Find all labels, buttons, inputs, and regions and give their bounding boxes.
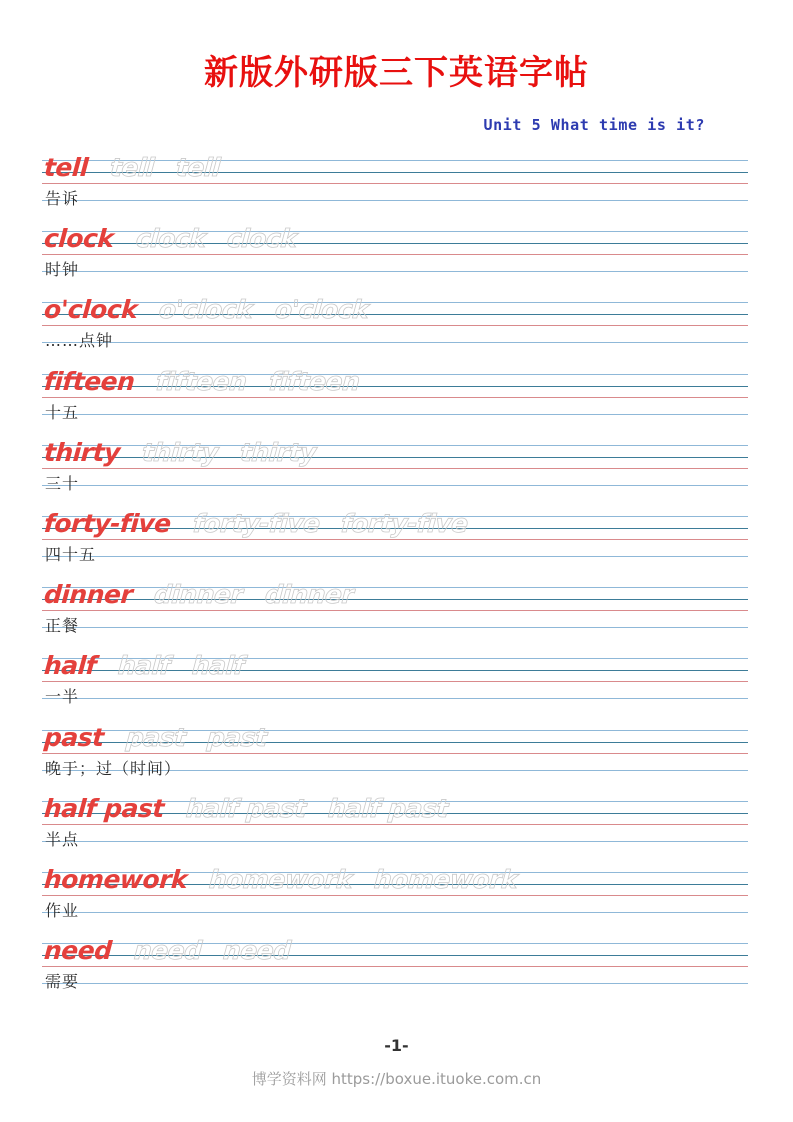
word-strip [44, 789, 448, 829]
model-word: homework [43, 864, 189, 894]
practice-row [42, 152, 748, 223]
chinese-gloss: 作业 [45, 900, 80, 920]
practice-row [42, 223, 748, 294]
ruling-line-bottom [42, 627, 748, 628]
ruling-line-bottom [42, 556, 748, 557]
model-word: tell [43, 153, 90, 182]
ruling-line-bottom [42, 983, 748, 984]
chinese-gloss: 正餐 [45, 616, 80, 636]
trace-word-1: fifteen [155, 366, 249, 396]
word-strip [44, 362, 359, 402]
chinese-gloss: ……点钟 [45, 331, 114, 351]
chinese-gloss: 一半 [45, 687, 80, 707]
trace-word-1: thirty [140, 437, 219, 467]
model-word: o'clock [43, 295, 139, 325]
model-word: fifteen [43, 366, 136, 396]
trace-word-2: need [222, 936, 292, 966]
model-word: clock [43, 224, 115, 254]
practice-row [42, 437, 748, 508]
model-word: half [43, 651, 98, 681]
ruling-line-bottom [42, 342, 748, 343]
chinese-gloss: 半点 [45, 829, 80, 849]
model-word: thirty [43, 437, 121, 467]
model-word: dinner [43, 580, 134, 610]
ruling-line-bottom [42, 841, 748, 842]
trace-word-1: past [124, 722, 187, 752]
ruling-line-bottom [42, 912, 748, 913]
trace-word-2: half past [326, 793, 449, 823]
model-word: half past [43, 793, 165, 823]
word-strip [44, 575, 353, 615]
chinese-gloss: 需要 [45, 972, 80, 992]
unit-subtitle: Unit 5 What time is it? [483, 116, 705, 134]
ruling-line-bottom [42, 485, 748, 486]
ruling-line-bottom [42, 698, 748, 699]
trace-word-2: tell [175, 153, 222, 182]
trace-word-2: dinner [263, 580, 355, 610]
ruling-line-bottom [42, 200, 748, 201]
model-word: past [43, 722, 105, 752]
model-word: need [43, 936, 113, 966]
practice-row [42, 722, 748, 793]
word-strip [44, 860, 518, 900]
word-strip [44, 718, 267, 758]
trace-word-2: forty-five [340, 508, 470, 538]
trace-word-2: thirty [238, 437, 317, 467]
practice-row [42, 366, 748, 437]
chinese-gloss: 三十 [45, 473, 80, 493]
trace-word-2: fifteen [267, 366, 361, 396]
word-strip [44, 504, 468, 544]
word-strip [44, 148, 220, 188]
site-watermark: 博学资料网 https://boxue.ituoke.com.cn [251, 1070, 542, 1088]
trace-word-1: need [132, 936, 203, 966]
word-strip [44, 290, 368, 330]
practice-row [42, 294, 748, 365]
trace-word-1: clock [134, 224, 207, 254]
trace-word-1: o'clock [158, 295, 254, 325]
trace-word-1: half [117, 651, 172, 681]
word-strip [44, 219, 297, 259]
chinese-gloss: 十五 [45, 402, 80, 422]
practice-row [42, 508, 748, 579]
model-word: forty-five [43, 508, 172, 538]
ruling-line-bottom [42, 271, 748, 272]
word-strip [44, 931, 291, 971]
trace-word-1: half past [184, 793, 307, 823]
trace-word-1: dinner [153, 580, 244, 610]
handwriting-sheet [42, 152, 748, 1006]
trace-word-2: past [206, 722, 268, 752]
practice-row [42, 864, 748, 935]
practice-row [42, 650, 748, 721]
chinese-gloss: 四十五 [45, 544, 97, 564]
chinese-gloss: 告诉 [45, 189, 80, 208]
trace-word-2: o'clock [273, 295, 370, 325]
page-number: -1- [384, 1036, 409, 1055]
chinese-gloss: 时钟 [45, 260, 80, 280]
practice-row [42, 579, 748, 650]
word-strip [44, 433, 316, 473]
ruling-line-bottom [42, 414, 748, 415]
trace-word-2: half [191, 651, 246, 681]
trace-word-1: tell [109, 153, 156, 182]
word-strip [44, 646, 244, 686]
page-title: 新版外研版三下英语字帖 [204, 53, 589, 93]
trace-word-1: forty-five [191, 508, 321, 538]
trace-word-2: homework [373, 864, 519, 894]
practice-row [42, 793, 748, 864]
practice-row [42, 935, 748, 1006]
trace-word-1: homework [208, 864, 354, 894]
chinese-gloss: 晚于；过（时间） [45, 758, 182, 778]
trace-word-2: clock [226, 224, 298, 254]
